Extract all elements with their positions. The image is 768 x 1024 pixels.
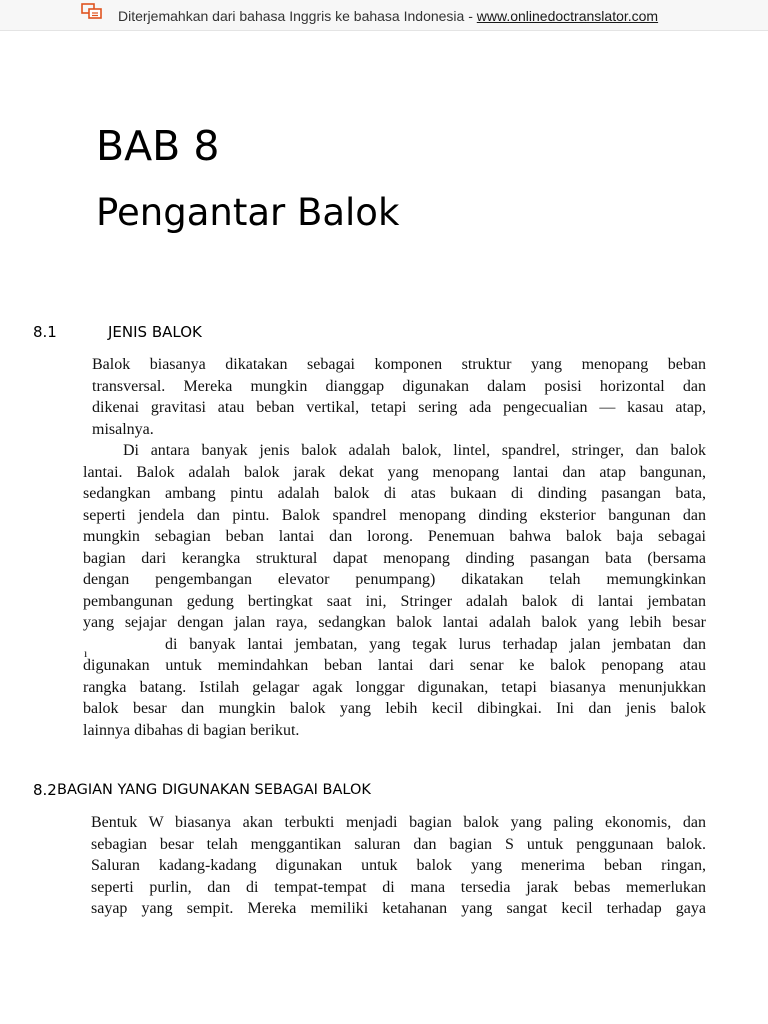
text-line: Di antara banyak jenis balok adalah balok, lintel, spandrel, stringer, dan balok (123, 442, 706, 459)
text-line: seperti purlin, dan di tempat-tempat di mana tersedia jarak bebas memerlukan (91, 878, 706, 896)
section-1-paragraph-1 (92, 354, 706, 440)
text-line: balok besar dan mungkin balok yang lebih kecil dibingkai. Ini dan jenis balok (83, 700, 706, 717)
text-line: sayap yang sempit. Mereka memiliki ketahanan yang sangat kecil terhadap gaya (91, 900, 706, 917)
text-line: mungkin sebagian beban lantai dan lorong. Penemuan bahwa balok baja sebagai (83, 528, 706, 545)
translation-banner (0, 0, 768, 31)
chapter-title: Pengantar Balok (96, 191, 400, 234)
banner-text (118, 8, 658, 24)
text-line: transversal. Mereka mungkin dianggap digunakan dalam posisi horizontal dan (92, 377, 706, 395)
translate-icon (81, 3, 103, 21)
translator-link[interactable]: www.onlinedoctranslator.com (476, 8, 659, 24)
stray-mark: ı (84, 646, 88, 660)
text-line: Balok biasanya dikatakan sebagai komponen struktur yang menopang beban (92, 356, 706, 373)
text-line: seperti jendela dan pintu. Balok spandrel menopang dinding eksterior bangunan dan (83, 506, 706, 524)
text-line: lainnya dibahas di bagian berikut. (83, 721, 300, 739)
section-2-number: 8.2 (33, 781, 57, 799)
text-line: lantai. Balok adalah balok jarak dekat yang menopang lantai dan atap bangunan, (83, 463, 706, 481)
section-2-paragraph-1 (91, 812, 706, 920)
text-line: pembangunan gedung bertingkat saat ini, Stringer adalah balok di lantai jembatan (83, 592, 706, 610)
text-line: yang sejajar dengan jalan raya, sedangkan balok lantai adalah balok yang lebih besar (83, 614, 706, 631)
text-line: digunakan untuk memindahkan beban lantai dari senar ke balok penopang atau (83, 657, 706, 674)
text-line: dikenai gravitasi atau beban vertikal, tetapi sering ada pengecualian — kasau atap, (92, 399, 706, 416)
section-1-number: 8.1 (33, 323, 57, 341)
text-line: sedangkan ambang pintu adalah balok di atas bukaan di dinding pasangan bata, (83, 485, 706, 502)
section-1-paragraph-2 (83, 440, 706, 741)
text-line: misalnya. (92, 420, 154, 438)
text-line: Saluran kadang-kadang digunakan untuk balok yang menerima beban ringan, (91, 857, 706, 874)
text-line: sebagian besar telah menggantikan saluran dan bagian S untuk penggunaan balok. (91, 835, 706, 853)
banner-label: Diterjemahkan dari bahasa Inggris ke bahasa Indonesia - (118, 8, 477, 24)
text-line: bagian dari kerangka struktural dapat menopang dinding pasangan bata (bersama (83, 549, 706, 567)
text-line: di banyak lantai jembatan, yang tegak lurus terhadap jalan jembatan dan (165, 635, 706, 653)
chapter-number: BAB 8 (96, 122, 220, 170)
text-line: Bentuk W biasanya akan terbukti menjadi bagian balok yang paling ekonomis, dan (91, 814, 706, 831)
text-line: rangka batang. Istilah gelagar agak longgar digunakan, tetapi biasanya menunjukkan (83, 678, 706, 696)
text-line: dengan pengembangan elevator penumpang) dikatakan telah memungkinkan (83, 571, 706, 588)
section-1-title: JENIS BALOK (108, 323, 202, 341)
section-2-title: BAGIAN YANG DIGUNAKAN SEBAGAI BALOK (57, 782, 371, 798)
